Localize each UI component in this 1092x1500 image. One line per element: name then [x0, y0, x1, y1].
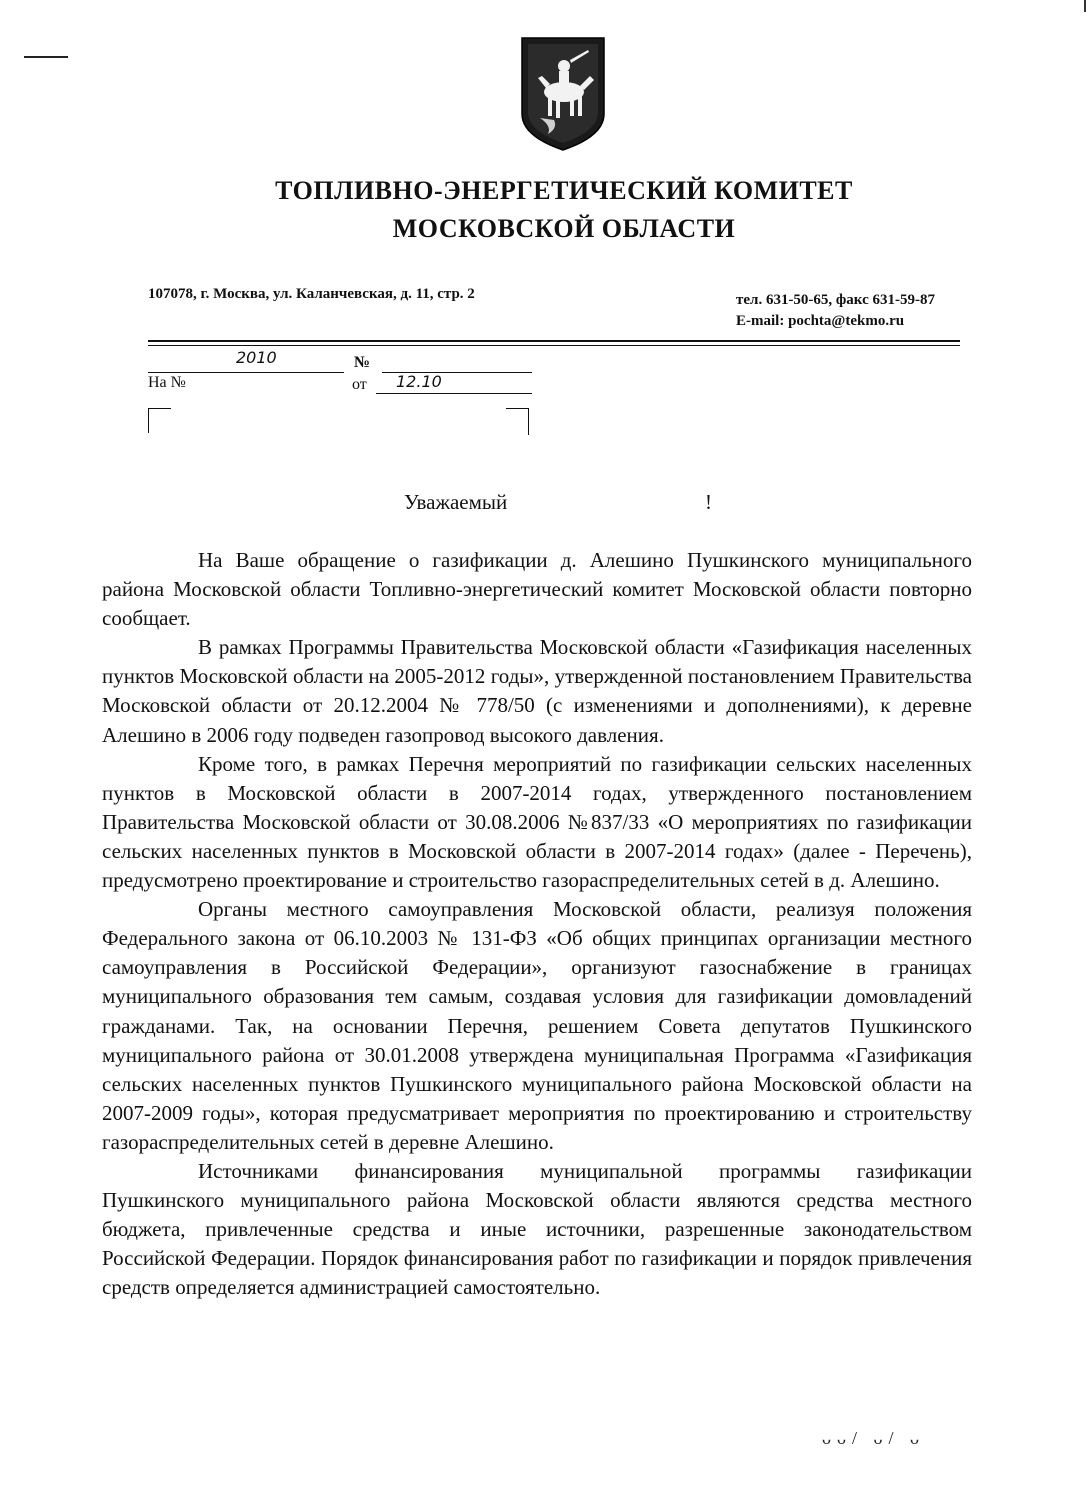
- date-handwritten: 12.10: [396, 372, 442, 391]
- footer-stamp-fragment: ᴗᴗ/ ᴗ/ ᴗ: [822, 1428, 926, 1448]
- outgoing-number-line: [148, 372, 344, 373]
- number-label: №: [354, 354, 371, 371]
- header-rule-thick: [148, 340, 960, 342]
- margin-mark: [24, 56, 68, 58]
- contact-block: [736, 290, 935, 332]
- organization-title: [0, 172, 1092, 248]
- paragraph-3: Кроме того, в рамках Перечня мероприятий по газификации сельских населенных пунктов в Московской области в 2007-2014 годах, утвержденного постановлением Правительства Московской области от 30.08.2006 №837/33 «О мероприятиях по газификации сельских населенных пунктов в Московской области в 2007-2014 годах» (далее - Перечень), предусмотрено проектирование и строительство газораспределительных сетей в д. Алешино.: [102, 751, 972, 893]
- phone-fax: тел. 631-50-65, факс 631-59-87: [736, 292, 935, 308]
- org-title-line-2: МОСКОВСКОЙ ОБЛАСТИ: [392, 214, 736, 243]
- postal-address: 107078, г. Москва, ул. Каланчевская, д. 11, стр. 2: [148, 286, 475, 302]
- paragraph-4: Органы местного самоуправления Московской области, реализуя положения Федерального закона от 06.10.2003 № 131-ФЗ «Об общих принципах организации местного самоуправления в Российской Федерации», организуют газоснабжение в границах муниципального образования тем самым, создавая условия для газификации домовладений гражданами. Так, на основании Перечня, решением Совета депутатов Пушкинского муниципального района от 30.01.2008 утверждена муниципальная Программа «Газификация сельских населенных пунктов Пушкинского муниципального района Московской области на 2007-2009 годы», которая предусматривает мероприятия по проектированию и строительству газораспределительных сетей в деревне Алешино.: [102, 897, 972, 1154]
- edge-mark: [1084, 0, 1086, 12]
- salutation: Уважаемый: [404, 490, 508, 514]
- paragraph-2: В рамках Программы Правительства Московской области «Газификация населенных пунктов Московской области на 2005-2012 годы», утвержденной постановлением Правительства Московской области от 20.12.2004 № 778/50 (с изменениями и дополнениями), к деревне Алешино в 2006 году подведен газопровод высокого давления.: [102, 635, 972, 747]
- incoming-number-label: На №: [148, 374, 186, 391]
- date-label: от: [352, 376, 367, 393]
- coat-of-arms-emblem: [518, 36, 608, 152]
- salutation-exclamation: !: [705, 490, 712, 514]
- paragraph-1: На Ваше обращение о газификации д. Алешино Пушкинского муниципального района Московской области Топливно-энергетический комитет Московской области повторно сообщает.: [102, 548, 972, 631]
- org-title-line-1: ТОПЛИВНО-ЭНЕРГЕТИЧЕСКИЙ КОМИТЕТ: [275, 176, 853, 205]
- paragraph-5: Источниками финансирования муниципальной программы газификации Пушкинского муниципального района Московской области являются средства местного бюджета, привлеченные средства и иные источники, разрешенные законодательством Российской Федерации. Порядок финансирования работ по газификации и порядок привлечения средств определяется администрацией самостоятельно.: [102, 1158, 972, 1300]
- addressee-bracket-right: [506, 408, 529, 435]
- addressee-bracket-left: [148, 408, 171, 433]
- email-address: E-mail: pochta@tekmo.ru: [736, 313, 905, 329]
- header-rule-thin: [148, 345, 960, 346]
- letter-body: [102, 546, 972, 1302]
- date-line: [376, 393, 532, 394]
- outgoing-number-handwritten: 2010: [236, 348, 277, 367]
